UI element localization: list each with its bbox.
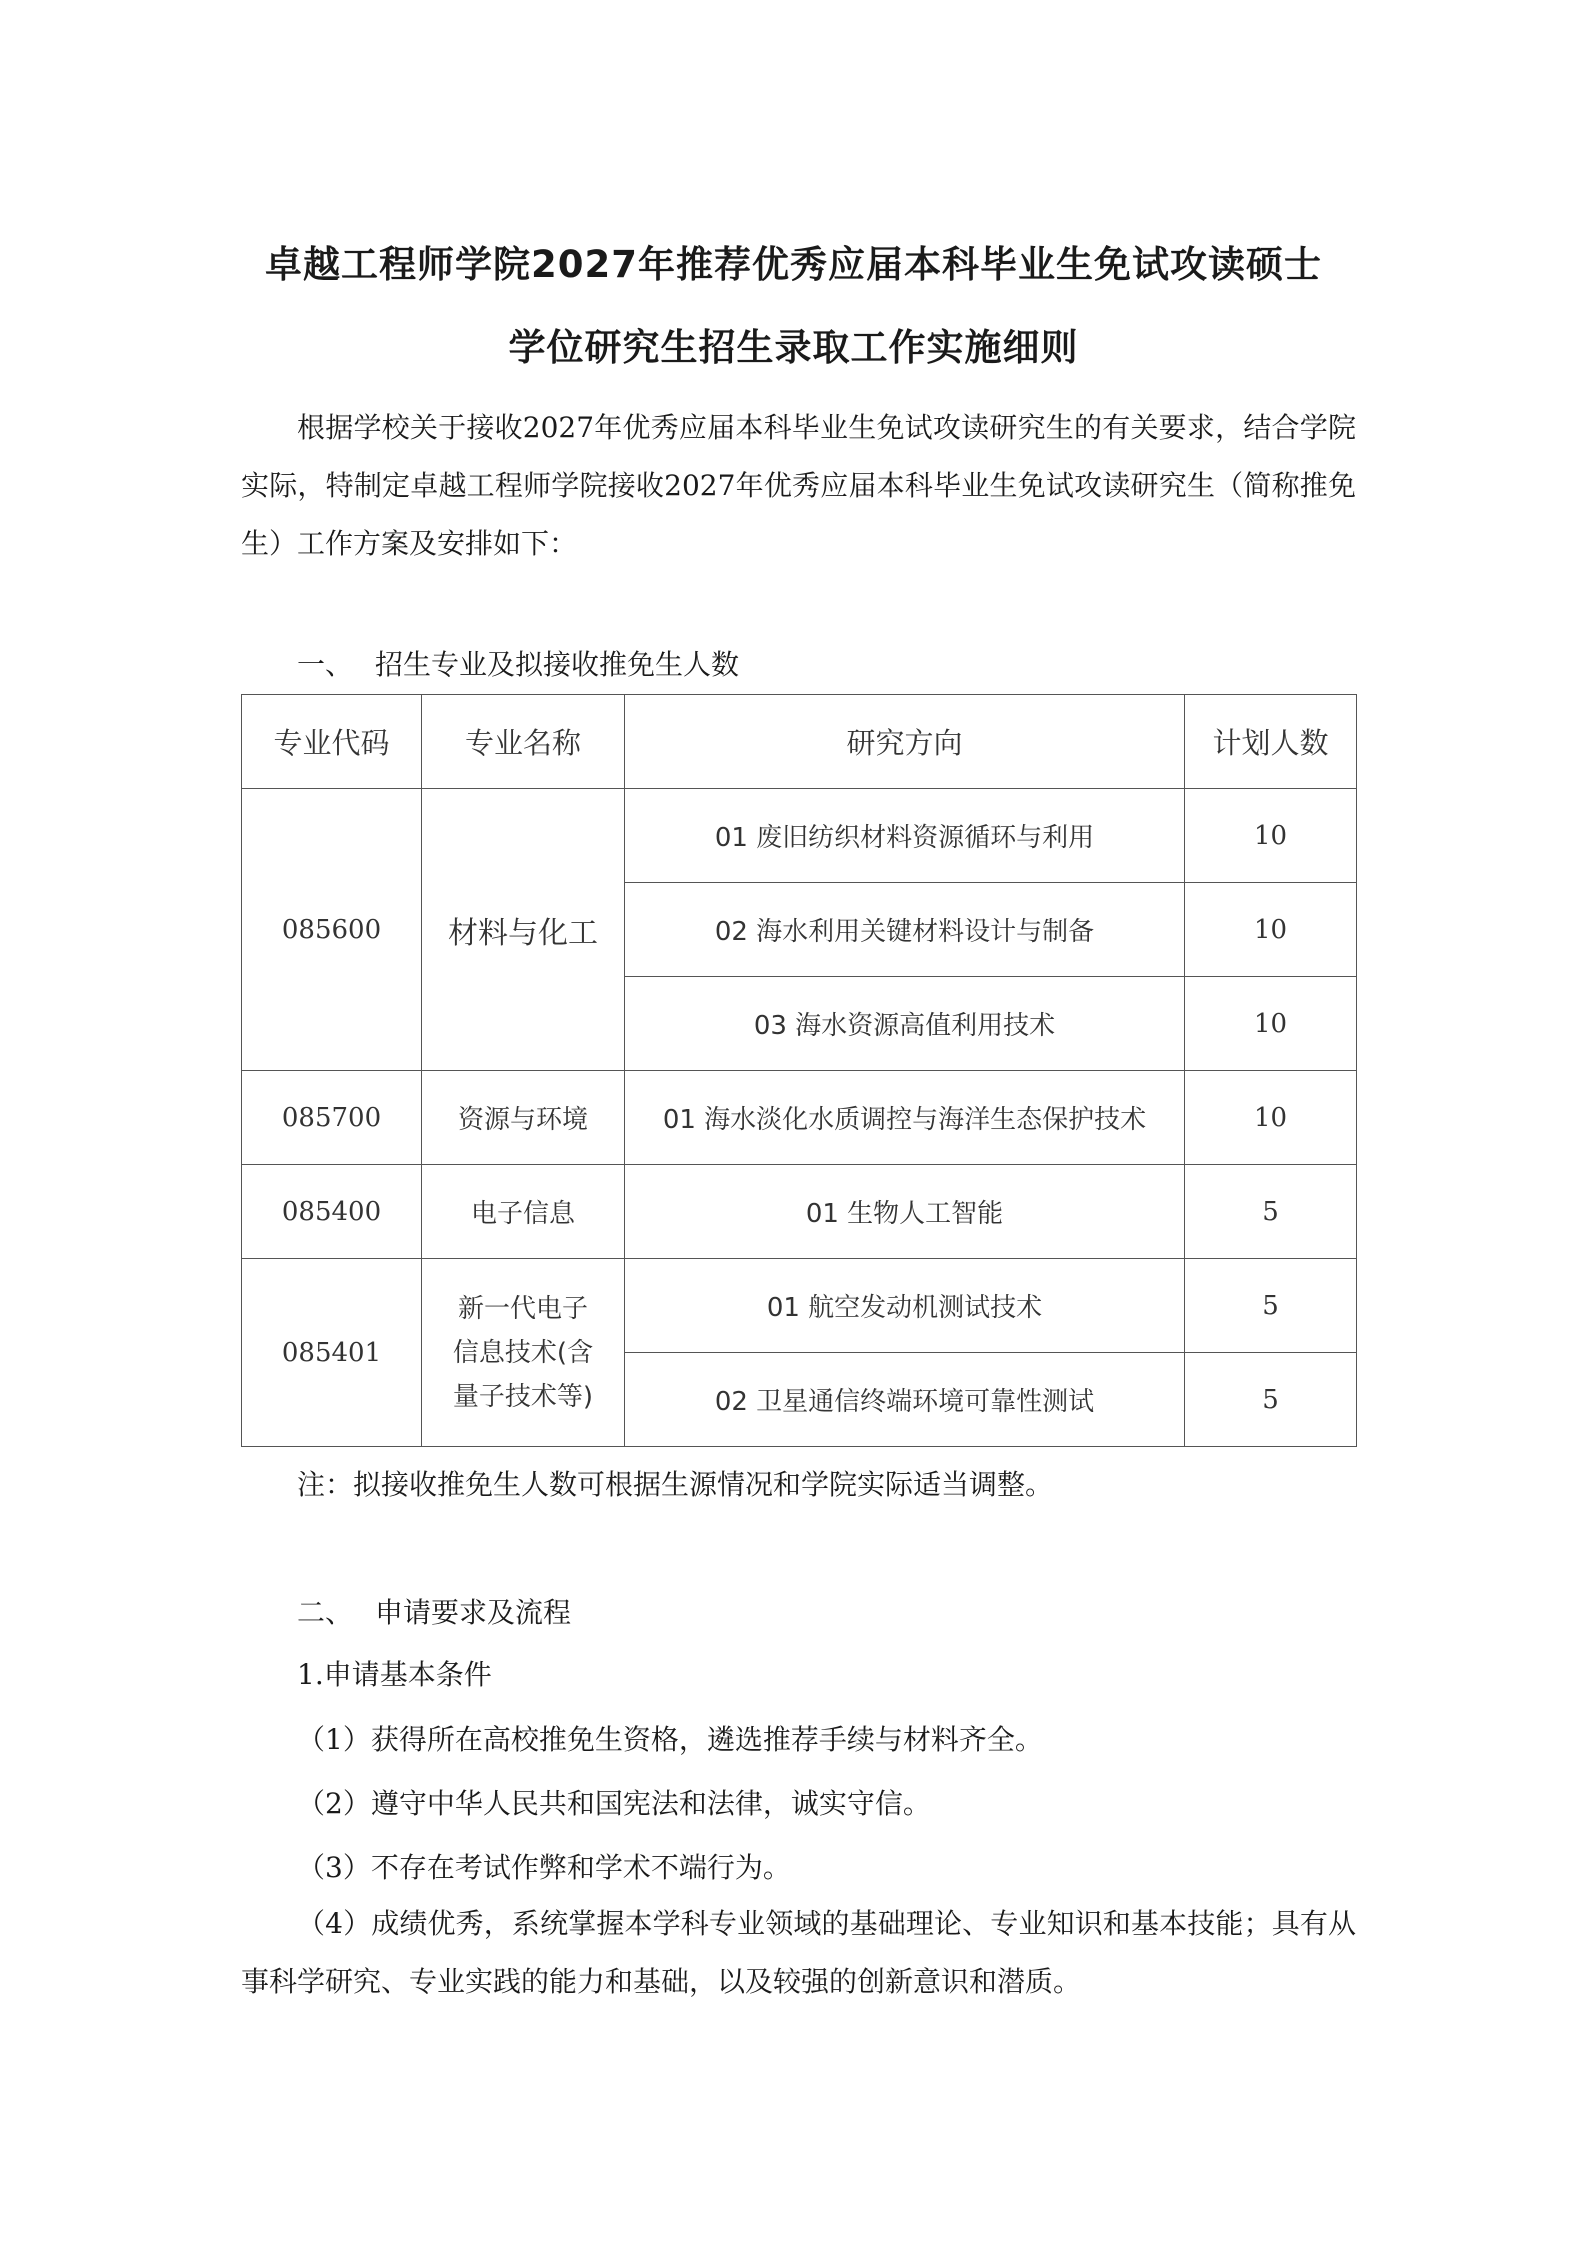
section-1-number: 一、	[297, 648, 354, 681]
major-code-cell: 085400	[242, 1165, 422, 1259]
direction-cell: 02 海水利用关键材料设计与制备	[625, 883, 1185, 977]
count-cell: 5	[1185, 1259, 1357, 1353]
major-name-cell: 电子信息	[422, 1165, 625, 1259]
subsection-heading: 1.申请基本条件	[297, 1658, 492, 1691]
intro-paragraph: 根据学校关于接收2027年优秀应届本科毕业生免试攻读研究生的有关要求，结合学院实际，特制定卓越工程师学院接收2027年优秀应届本科毕业生免试攻读研究生（简称推免生）工作方案及安排如下：	[241, 411, 1356, 560]
major-name-line: 新一代电子	[457, 1293, 588, 1324]
section-2-title: 申请要求及流程	[375, 1596, 572, 1629]
header-research-direction: 研究方向	[625, 695, 1185, 789]
table-note: 注：拟接收推免生人数可根据生源情况和学院实际适当调整。	[297, 1468, 1054, 1501]
major-name-line: 信息技术(含	[452, 1337, 594, 1368]
table-row	[242, 1259, 1357, 1353]
count-cell: 10	[1185, 789, 1357, 883]
condition-item: （2）遵守中华人民共和国宪法和法律，诚实守信。	[297, 1787, 931, 1820]
direction-cell: 02 卫星通信终端环境可靠性测试	[625, 1353, 1185, 1447]
condition-item: （1）获得所在高校推免生资格，遴选推荐手续与材料齐全。	[297, 1723, 1043, 1756]
section-2-heading	[297, 1593, 571, 1633]
table-row	[242, 789, 1357, 883]
header-major-code: 专业代码	[242, 695, 422, 789]
table-header-row	[242, 695, 1357, 789]
count-cell: 10	[1185, 1071, 1357, 1165]
major-code-cell: 085401	[242, 1259, 422, 1447]
section-2-number: 二、	[297, 1596, 354, 1629]
count-cell: 10	[1185, 883, 1357, 977]
major-name-cell	[422, 1259, 625, 1447]
enrollment-plan-table	[241, 694, 1357, 1447]
condition-item: （3）不存在考试作弊和学术不端行为。	[297, 1851, 791, 1884]
header-planned-count: 计划人数	[1185, 695, 1357, 789]
table-row	[242, 1071, 1357, 1165]
section-1-title: 招生专业及拟接收推免生人数	[375, 648, 740, 681]
direction-cell: 03 海水资源高值利用技术	[625, 977, 1185, 1071]
document-title-line-2: 学位研究生招生录取工作实施细则	[508, 326, 1079, 369]
major-name-line: 量子技术等)	[452, 1381, 594, 1412]
major-code-cell: 085600	[242, 789, 422, 1071]
header-major-name: 专业名称	[422, 695, 625, 789]
count-cell: 10	[1185, 977, 1357, 1071]
major-name-cell: 材料与化工	[422, 789, 625, 1071]
direction-cell: 01 生物人工智能	[625, 1165, 1185, 1259]
major-name-cell: 资源与环境	[422, 1071, 625, 1165]
major-code-cell: 085700	[242, 1071, 422, 1165]
count-cell: 5	[1185, 1165, 1357, 1259]
table-row	[242, 1165, 1357, 1259]
direction-cell: 01 航空发动机测试技术	[625, 1259, 1185, 1353]
direction-cell: 01 废旧纺织材料资源循环与利用	[625, 789, 1185, 883]
condition-item: （4）成绩优秀，系统掌握本学科专业领域的基础理论、专业知识和基本技能；具有从事科学研究、专业实践的能力和基础，以及较强的创新意识和潜质。	[241, 1907, 1356, 1998]
direction-cell: 01 海水淡化水质调控与海洋生态保护技术	[625, 1071, 1185, 1165]
count-cell: 5	[1185, 1353, 1357, 1447]
document-title-line-1: 卓越工程师学院2027年推荐优秀应届本科毕业生免试攻读硕士	[265, 243, 1322, 286]
section-1-heading	[297, 645, 739, 685]
